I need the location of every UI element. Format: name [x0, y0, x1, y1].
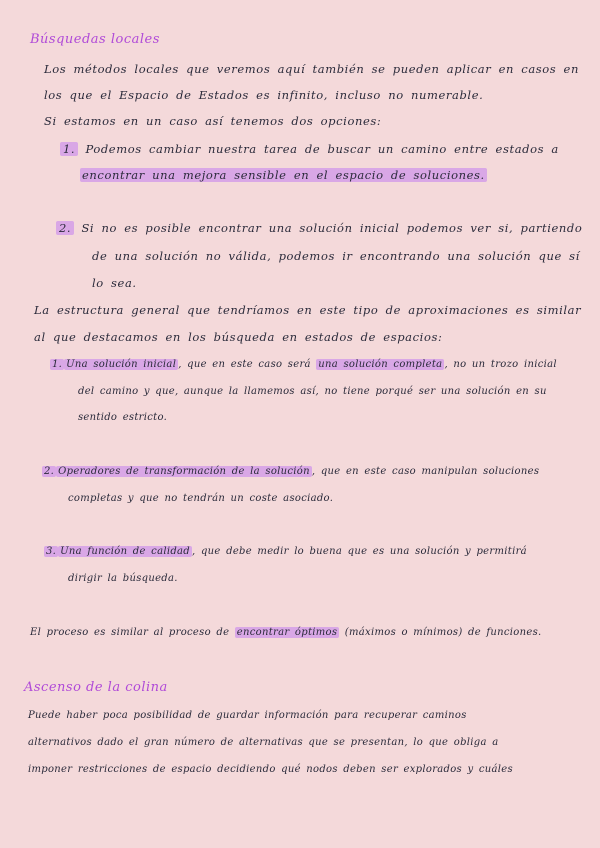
item-2 — [42, 466, 539, 477]
item-1-line3: sentido estricto. — [78, 412, 168, 423]
item-3-text: , que debe medir lo buena que es una solución y permitirá — [192, 546, 527, 557]
closing-highlight: encontrar óptimos — [236, 627, 338, 638]
option-1-line2 — [80, 168, 487, 182]
item-2-highlight: Operadores de transformación de la solución — [58, 466, 310, 477]
option-1-highlight: encontrar una mejora sensible en el espacio de soluciones. — [82, 168, 485, 182]
option-2-number: 2. — [56, 221, 74, 235]
paragraph-line: Los métodos locales que veremos aquí también se pueden aplicar en casos en — [44, 62, 579, 76]
item-1-text-2: , no un trozo inicial — [444, 359, 557, 370]
item-3-highlight: Una función de calidad — [60, 546, 191, 557]
item-1-line2: del camino y que, aunque la llamemos así, no tiene porqué ser una solución en su — [78, 386, 547, 397]
option-2-line2: de una solución no válida, podemos ir encontrando una solución que sí — [92, 249, 580, 263]
paragraph-line: alternativos dado el gran número de alternativas que se presentan, lo que obliga a — [28, 737, 499, 748]
paragraph-line: los que el Espacio de Estados es infinito, incluso no numerable. — [44, 88, 484, 102]
option-1-text: Podemos cambiar nuestra tarea de buscar un camino entre estados a — [85, 142, 559, 156]
closing-text: El proceso es similar al proceso de — [30, 627, 230, 638]
closing-text-2: (máximos o mínimos) de funciones. — [344, 627, 542, 638]
paragraph-line: Si estamos en un caso así tenemos dos opciones: — [44, 114, 382, 128]
item-1 — [50, 359, 557, 370]
option-1 — [60, 142, 559, 156]
item-2-text: , que en este caso manipulan soluciones — [311, 466, 540, 477]
option-2-line3: lo sea. — [92, 276, 137, 290]
paragraph-line: imponer restricciones de espacio decidiendo qué nodos deben ser explorados y cuáles — [28, 764, 513, 775]
paragraph-line: Puede haber poca posibilidad de guardar información para recuperar caminos — [28, 710, 467, 721]
section-heading-ascenso-colina: Ascenso de la colina — [24, 680, 168, 695]
item-1-highlight: Una solución inicial — [66, 359, 177, 370]
section-heading-busquedas-locales: Búsquedas locales — [30, 32, 160, 47]
option-1-number: 1. — [60, 142, 78, 156]
closing-line — [30, 627, 541, 638]
item-3-line2: dirigir la búsqueda. — [68, 573, 178, 584]
item-3 — [44, 546, 527, 557]
item-1-number: 1. — [52, 359, 63, 370]
option-2 — [56, 221, 582, 235]
item-2-line2: completas y que no tendrán un coste asociado. — [68, 493, 334, 504]
option-2-text: Si no es posible encontrar una solución inicial podemos ver si, partiendo — [81, 221, 583, 235]
paragraph-line: La estructura general que tendríamos en este tipo de aproximaciones es similar — [34, 303, 582, 317]
item-1-text: , que en este caso será — [178, 359, 311, 370]
item-2-number: 2. — [44, 466, 55, 477]
paragraph-line: al que destacamos en los búsqueda en estados de espacios: — [34, 330, 443, 344]
item-3-number: 3. — [46, 546, 57, 557]
item-1-highlight-2: una solución completa — [318, 359, 443, 370]
